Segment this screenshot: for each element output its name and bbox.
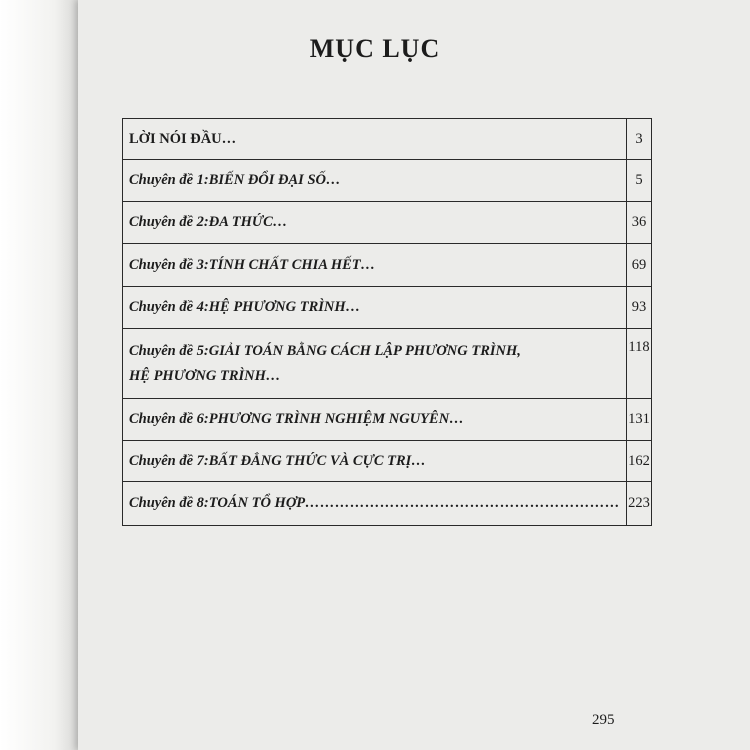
entry-prefix: Chuyên đề 6:: [129, 411, 209, 427]
toc-entry: [123, 329, 627, 399]
page-ref: 118: [627, 329, 652, 399]
page-ref: 36: [627, 202, 652, 244]
page-ref: 162: [627, 441, 652, 482]
toc-row: [123, 244, 652, 287]
leader-dots: …: [272, 214, 288, 230]
entry-prefix: LỜI NÓI ĐẦU: [129, 130, 222, 147]
page-ref: 5: [627, 160, 652, 202]
toc-row: [123, 482, 652, 526]
entry-prefix: Chuyên đề 2:: [129, 214, 209, 230]
entry-prefix: Chuyên đề 3:: [129, 256, 209, 273]
toc-entry: [123, 202, 627, 244]
toc-entry: [123, 119, 627, 160]
facing-page-edge: [0, 0, 78, 750]
toc-row: [123, 329, 652, 399]
page-ref: 3: [627, 119, 652, 160]
chapter-name: BIẾN ĐỔI ĐẠI SỐ: [208, 172, 326, 188]
chapter-name: TOÁN TỔ HỢP: [208, 495, 306, 511]
leader-dots: …: [265, 367, 281, 384]
page-ref: 131: [627, 399, 652, 441]
toc-row: [123, 119, 652, 160]
toc-entry: [123, 287, 627, 329]
chapter-name: TÍNH CHẤT CHIA HẾT: [208, 256, 361, 273]
page-ref: 69: [627, 244, 652, 287]
toc-entry: [123, 244, 627, 287]
chapter-name: PHƯƠNG TRÌNH NGHIỆM NGUYÊN: [208, 411, 450, 427]
toc-row: [123, 202, 652, 244]
chapter-name: GIẢI TOÁN BẰNG CÁCH LẬP PHƯƠNG TRÌNH,: [208, 342, 521, 359]
leader-dots: …: [360, 256, 376, 273]
page-ref: 223: [627, 482, 652, 526]
leader-dots: …: [326, 172, 341, 188]
toc-entry: [123, 399, 627, 441]
page-title: MỤC LỤC: [309, 34, 441, 63]
page-ref: 93: [627, 287, 652, 329]
entry-prefix: Chuyên đề 1:: [129, 172, 209, 188]
chapter-name: BẤT ĐẲNG THỨC VÀ CỰC TRỊ: [208, 452, 412, 469]
toc-row: [123, 441, 652, 482]
leader-dots: …: [449, 411, 465, 427]
entry-prefix: Chuyên đề 7:: [129, 452, 209, 469]
leader-dots: ………………………………………………………: [305, 495, 621, 511]
leader-dots: …: [411, 452, 427, 469]
toc-row: [123, 399, 652, 441]
toc-entry: [123, 160, 627, 202]
page-number: 295: [592, 712, 615, 728]
table-of-contents: [122, 118, 652, 526]
chapter-name: HỆ PHƯƠNG TRÌNH: [208, 299, 346, 315]
entry-prefix: Chuyên đề 5:: [129, 342, 209, 359]
toc-entry: [123, 482, 627, 526]
leader-dots: …: [221, 130, 237, 147]
toc-entry: [123, 441, 627, 482]
entry-prefix: Chuyên đề 8:: [129, 495, 209, 511]
leader-dots: …: [345, 299, 361, 315]
toc-row: [123, 160, 652, 202]
chapter-name-continued: HỆ PHƯƠNG TRÌNH: [129, 367, 266, 384]
toc-row: [123, 287, 652, 329]
entry-prefix: Chuyên đề 4:: [129, 299, 209, 315]
chapter-name: ĐA THỨC: [208, 214, 273, 230]
